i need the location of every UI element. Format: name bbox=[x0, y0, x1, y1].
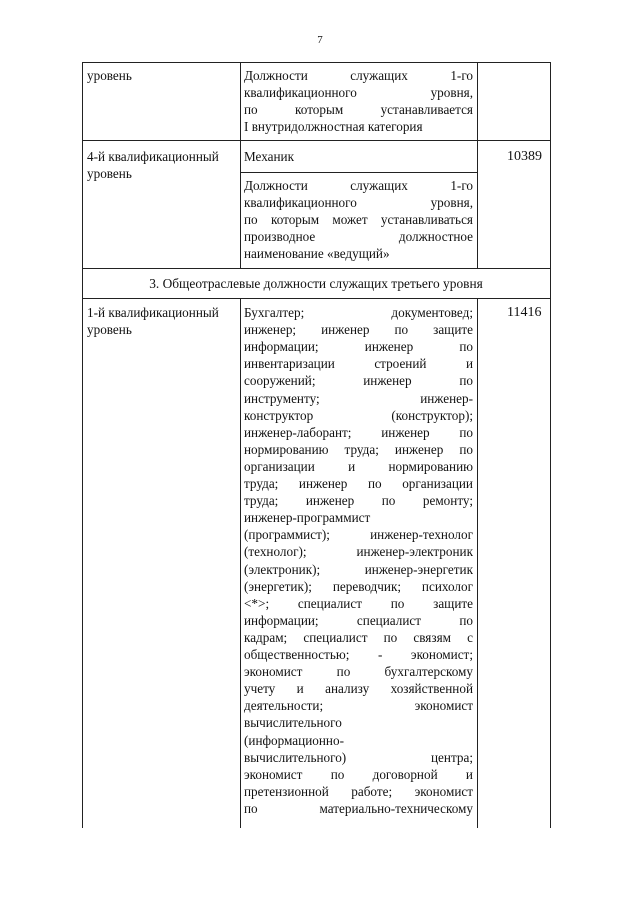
table-col-divider-2-bottom bbox=[477, 298, 478, 828]
row2-code: 10389 bbox=[507, 149, 542, 164]
row3-position-line: учету и анализу хозяйственной bbox=[244, 681, 473, 697]
row2-position-line-2: квалификационного уровня, bbox=[244, 195, 473, 210]
row3-position-line: по материально-техническому bbox=[244, 800, 473, 816]
row1-position-line-3: по которым устанавливается bbox=[244, 102, 473, 117]
table-border-left-bottom bbox=[82, 298, 83, 828]
row3-position-line: организации и нормированию bbox=[244, 458, 473, 474]
row3-position-line: инженер-лаборант; инженер по bbox=[244, 424, 473, 440]
row3-position-line: информации; инженер по bbox=[244, 339, 473, 355]
row3-position-line: общественностью; - экономист; bbox=[244, 647, 473, 662]
row3-position-line: информации; специалист по bbox=[244, 612, 473, 628]
row3-position-line: экономист по бухгалтерскому bbox=[244, 664, 473, 680]
row2-position-line-3: по которым может устанавливаться bbox=[244, 212, 473, 227]
row2-position-line-4: производное должностное bbox=[244, 229, 473, 244]
row1-position-line-4: I внутридолжностная категория bbox=[244, 119, 423, 134]
row3-position-line: инструменту; инженер- bbox=[244, 390, 473, 406]
row3-position-line: инженер-программист bbox=[244, 510, 371, 526]
row3-position-line: деятельности; экономист bbox=[244, 698, 473, 714]
row1-position-line-1: Должности служащих 1-го bbox=[244, 68, 473, 83]
row3-position-line: <*>; специалист по защите bbox=[244, 595, 473, 611]
row3-position-line: труда; инженер по ремонту; bbox=[244, 493, 473, 509]
row2-position-line-5: наименование «ведущий» bbox=[244, 246, 390, 261]
table-border-top bbox=[82, 62, 550, 63]
table-rule-section bbox=[82, 298, 550, 299]
row3-position-line: (электроник); инженер-энергетик bbox=[244, 561, 473, 577]
row2-first-position: Механик bbox=[244, 149, 295, 164]
row3-position-line: вычислительного bbox=[244, 715, 342, 731]
row3-position-line: экономист по договорной и bbox=[244, 766, 473, 782]
row3-position-line: (информационно- bbox=[244, 732, 344, 748]
row3-position-line: кадрам; специалист по связям с bbox=[244, 629, 473, 645]
row3-position-line: инженер; инженер по защите bbox=[244, 322, 473, 338]
table-border-right-section bbox=[550, 268, 551, 298]
table-col-divider-1-bottom bbox=[240, 298, 241, 828]
table-border-left-top bbox=[82, 62, 83, 268]
page-number: 7 bbox=[317, 34, 323, 46]
table-col-divider-2-top bbox=[477, 62, 478, 268]
row3-position-line: конструктор (конструктор); bbox=[244, 407, 473, 423]
row3-position-line: Бухгалтер; документовед; bbox=[244, 305, 473, 320]
row3-position-line: труда; инженер по организации bbox=[244, 476, 473, 491]
row3-code: 11416 bbox=[507, 305, 542, 320]
table-col-divider-1-top bbox=[240, 62, 241, 268]
section-title: 3. Общеотраслевые должности служащих третьего уровня bbox=[149, 276, 483, 291]
table-rule-row2 bbox=[82, 268, 550, 269]
table-border-right-top bbox=[550, 62, 551, 268]
row2-level-line-1: 4-й квалификационный bbox=[87, 149, 219, 164]
table-border-right-bottom bbox=[550, 298, 551, 828]
row3-position-line: вычислительного) центра; bbox=[244, 749, 473, 765]
row3-level-line-1: 1-й квалификационный bbox=[87, 305, 219, 320]
row3-position-line: (программист); инженер-технолог bbox=[244, 527, 473, 543]
table-rule-inner bbox=[240, 172, 477, 173]
row3-position-line: (энергетик); переводчик; психолог bbox=[244, 578, 473, 594]
row3-position-line: (технолог); инженер-электроник bbox=[244, 544, 473, 560]
row2-position-line-1: Должности служащих 1-го bbox=[244, 178, 473, 193]
table-rule-row1 bbox=[82, 140, 550, 141]
row3-level-line-2: уровень bbox=[87, 322, 132, 337]
row3-position-line: инвентаризации строений и bbox=[244, 356, 473, 372]
row3-position-line: сооружений; инженер по bbox=[244, 373, 473, 389]
row2-level-line-2: уровень bbox=[87, 166, 132, 181]
row3-position-line: нормированию труда; инженер по bbox=[244, 441, 473, 457]
row1-level-line-1: уровень bbox=[87, 68, 132, 83]
row1-position-line-2: квалификационного уровня, bbox=[244, 85, 473, 100]
row3-position-line: претензионной работе; экономист bbox=[244, 783, 473, 799]
